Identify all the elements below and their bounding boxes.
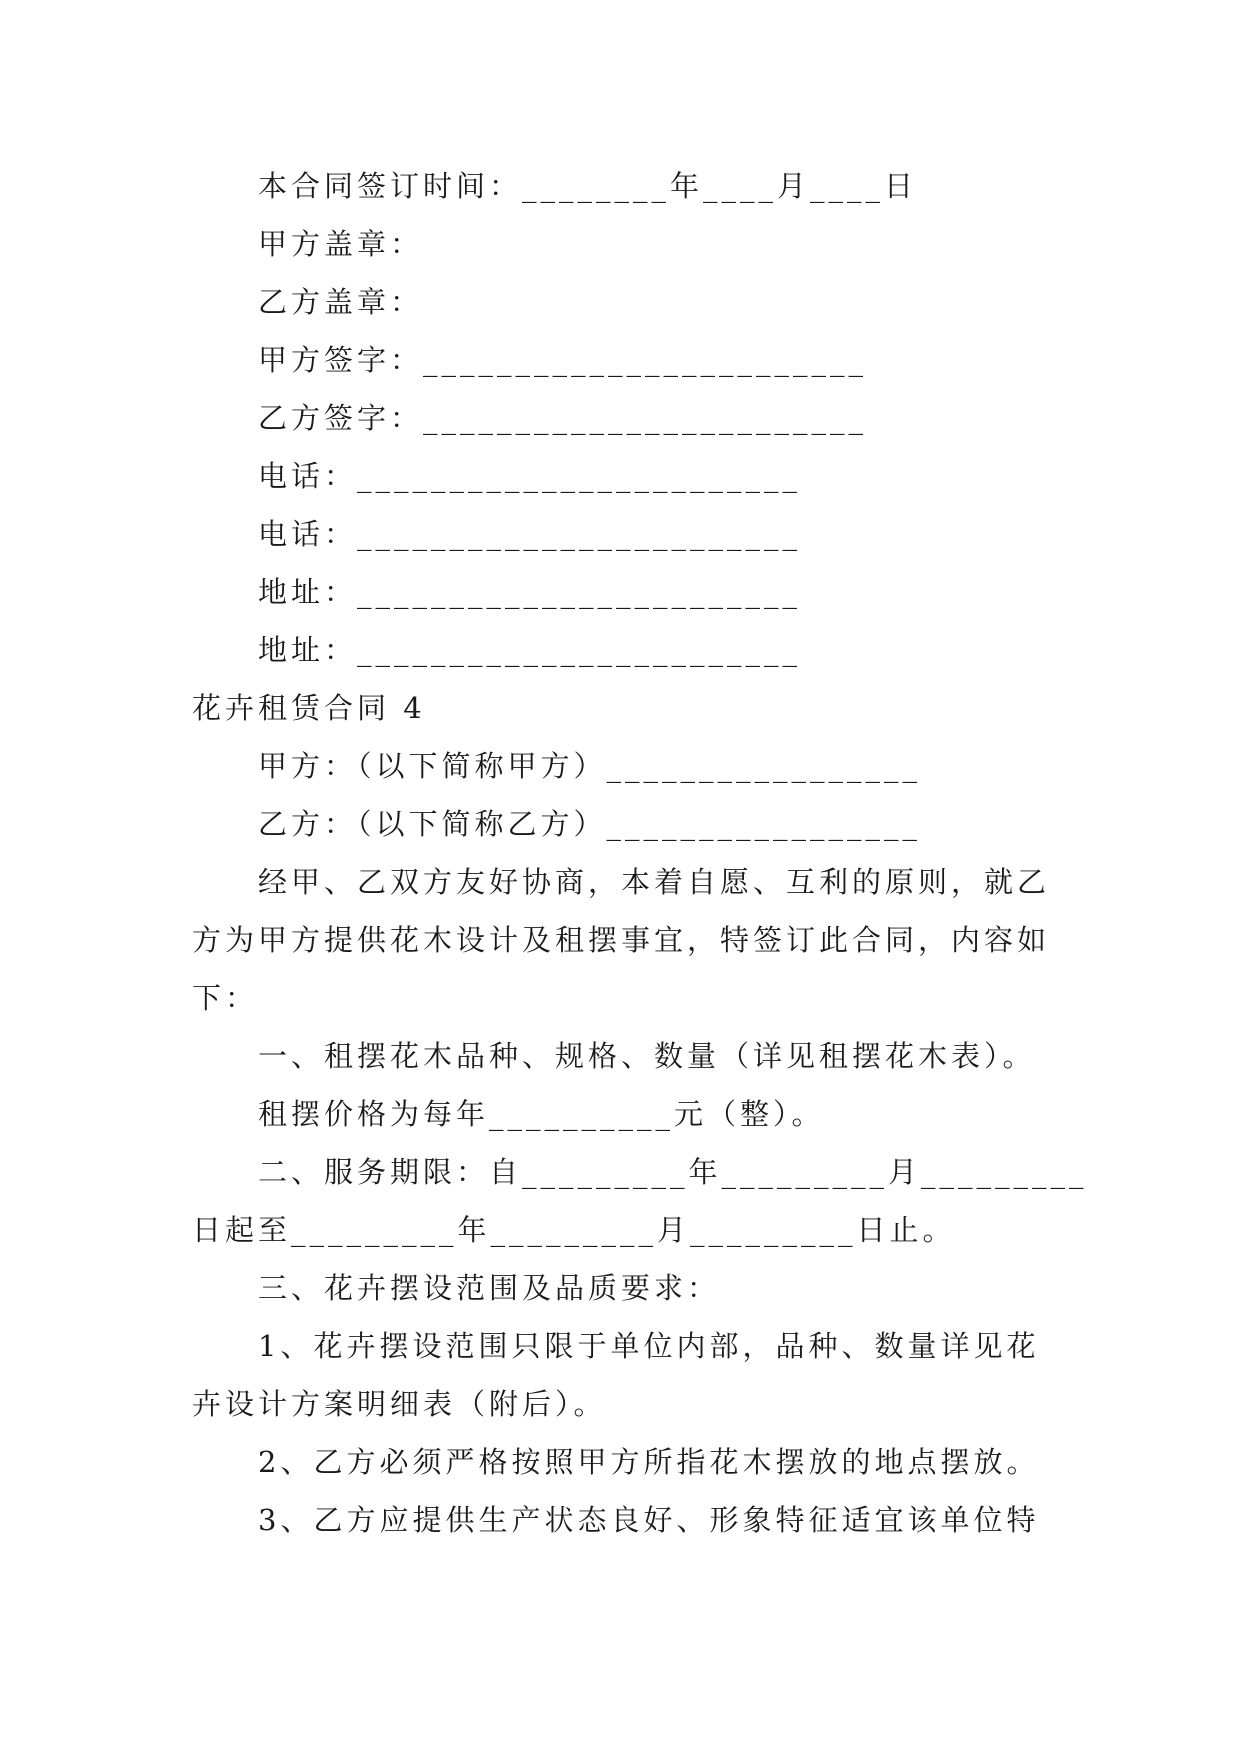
party-a-seal-line: 甲方盖章： [258,227,424,261]
preamble-line-1: 经甲、乙双方友好协商，本着自愿、互利的原则，就乙 [258,865,1051,899]
service-period-line-2: 日起至_________年_________月_________日止。 [192,1213,956,1247]
item-2-line: 2、乙方必须严格按照甲方所指花木摆放的地点摆放。 [258,1445,1040,1479]
preamble-line-2: 方为甲方提供花木设计及租摆事宜，特签订此合同，内容如 [192,923,1051,957]
item-1-line-1: 1、花卉摆设范围只限于单位内部，品种、数量详见花 [258,1329,1040,1363]
item-3-line: 3、乙方应提供生产状态良好、形象特征适宜该单位特 [258,1503,1040,1537]
contract-title: 花卉租赁合同 4 [192,691,426,725]
price-line: 租摆价格为每年__________元（整）。 [258,1097,825,1131]
party-b-seal-line: 乙方盖章： [258,285,424,319]
service-period-line-1: 二、服务期限：自_________年_________月_________ [258,1155,1088,1189]
party-a-signature-line: 甲方签字：________________________ [258,343,868,377]
phone-line-1: 电话：________________________ [258,459,802,493]
party-a-line: 甲方：（以下简称甲方）_________________ [258,749,922,783]
clause-1-line: 一、租摆花木品种、规格、数量（详见租摆花木表）。 [258,1039,1036,1073]
party-b-line: 乙方：（以下简称乙方）_________________ [258,807,922,841]
party-b-signature-line: 乙方签字：________________________ [258,401,868,435]
phone-line-2: 电话：________________________ [258,517,802,551]
signing-date-line: 本合同签订时间：________年____月____日 [258,169,918,203]
preamble-line-3: 下： [192,981,259,1015]
address-line-1: 地址：________________________ [258,575,802,609]
address-line-2: 地址：________________________ [258,633,802,667]
clause-3-heading: 三、花卉摆设范围及品质要求： [258,1271,721,1305]
item-1-line-2: 卉设计方案明细表（附后）。 [192,1387,607,1421]
